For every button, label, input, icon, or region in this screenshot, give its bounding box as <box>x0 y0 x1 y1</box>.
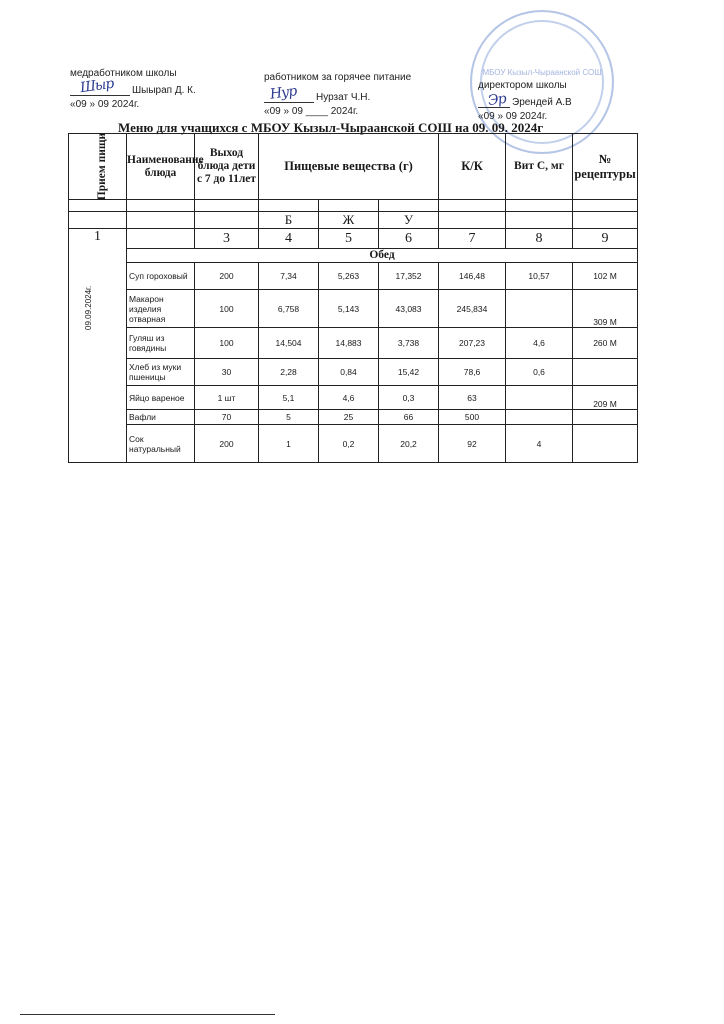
table-row <box>69 328 638 359</box>
table-row <box>69 290 638 328</box>
dish-recipe <box>573 425 638 463</box>
signature-line <box>70 95 130 96</box>
menu-table <box>68 133 638 463</box>
dish-fat: 25 <box>319 410 379 425</box>
dish-name: Яйцо вареное <box>127 386 195 410</box>
dish-protein: 2,28 <box>259 359 319 386</box>
dish-fat: 4,6 <box>319 386 379 410</box>
page-title: Меню для учащихся с МБОУ Кызыл-Чыраанской СОШ на 09. 09. 2024г <box>118 120 544 135</box>
col-num: 5 <box>319 229 379 249</box>
header-row <box>69 134 638 200</box>
dish-vitamin-c <box>506 410 573 425</box>
approval-medic-role: медработником школы <box>70 68 177 79</box>
dish-fat: 0,84 <box>319 359 379 386</box>
col-num: 9 <box>573 229 638 249</box>
header-zh: Ж <box>319 212 379 229</box>
header-kk: К/К <box>439 134 506 200</box>
dish-name: Хлеб из муки пшеницы <box>127 359 195 386</box>
col-num: 3 <box>195 229 259 249</box>
dish-vitamin-c: 10,57 <box>506 263 573 290</box>
approval-food-name: Нурзат Ч.Н. <box>316 92 371 103</box>
dish-name: Сок натуральный <box>127 425 195 463</box>
table-row <box>69 410 638 425</box>
dish-kcal: 207,23 <box>439 328 506 359</box>
page-bottom-line <box>20 1014 275 1015</box>
dish-protein: 14,504 <box>259 328 319 359</box>
dish-carbs: 0,3 <box>379 386 439 410</box>
dish-name: Вафли <box>127 410 195 425</box>
header-name: Наименование блюда <box>127 134 195 200</box>
dish-protein: 7,34 <box>259 263 319 290</box>
dish-recipe <box>573 359 638 386</box>
dish-name: Суп гороховый <box>127 263 195 290</box>
dish-kcal: 500 <box>439 410 506 425</box>
approval-director-name: Эрендей А.В <box>512 97 572 108</box>
food-signature: Нур <box>269 83 298 103</box>
dish-output: 30 <box>195 359 259 386</box>
header-u: У <box>379 212 439 229</box>
dish-carbs: 15,42 <box>379 359 439 386</box>
dish-fat: 0,2 <box>319 425 379 463</box>
dish-output: 100 <box>195 290 259 328</box>
col-num: 8 <box>506 229 573 249</box>
dish-vitamin-c: 4 <box>506 425 573 463</box>
approval-director-date: «09 » 09 2024г. <box>478 111 548 122</box>
dish-fat: 14,883 <box>319 328 379 359</box>
dish-protein: 6,758 <box>259 290 319 328</box>
dish-vitamin-c <box>506 386 573 410</box>
dish-vitamin-c: 4,6 <box>506 328 573 359</box>
dish-output: 1 шт <box>195 386 259 410</box>
priem-cell: 1 <box>69 229 127 463</box>
approval-medic-date: «09 » 09 2024г. <box>70 99 140 110</box>
dish-fat: 5,263 <box>319 263 379 290</box>
medic-signature: Шыр <box>79 75 115 97</box>
header-vit: Вит С, мг <box>506 134 573 200</box>
header-recipe: № рецептуры <box>573 134 638 200</box>
meal-date: 09.09.2024г. <box>84 285 93 330</box>
dish-output: 200 <box>195 425 259 463</box>
dish-output: 100 <box>195 328 259 359</box>
dish-fat: 5,143 <box>319 290 379 328</box>
header-nutrients: Пищевые вещества (г) <box>259 134 439 200</box>
dish-protein: 5,1 <box>259 386 319 410</box>
dish-carbs: 20,2 <box>379 425 439 463</box>
dish-recipe: 309 М <box>573 290 638 328</box>
dish-kcal: 92 <box>439 425 506 463</box>
dish-recipe: 209 М <box>573 386 638 410</box>
dish-name: Макарон изделия отварная <box>127 290 195 328</box>
col-num: 7 <box>439 229 506 249</box>
table-row <box>69 263 638 290</box>
dish-output: 200 <box>195 263 259 290</box>
dish-protein: 5 <box>259 410 319 425</box>
subheader-row <box>69 212 638 229</box>
approval-medic-name: Шыырап Д. К. <box>132 85 196 96</box>
table-row <box>69 386 638 410</box>
dish-vitamin-c <box>506 290 573 328</box>
table-row <box>69 359 638 386</box>
approval-food-date: «09 » 09 ____ 2024г. <box>264 106 359 117</box>
table-row <box>69 425 638 463</box>
dish-carbs: 17,352 <box>379 263 439 290</box>
dish-kcal: 146,48 <box>439 263 506 290</box>
col-num: 4 <box>259 229 319 249</box>
approval-director-role: директором школы <box>478 80 567 91</box>
dish-output: 70 <box>195 410 259 425</box>
spacer-row <box>69 200 638 212</box>
section-title: Обед <box>127 249 638 263</box>
column-number-row <box>69 229 638 249</box>
dish-kcal: 63 <box>439 386 506 410</box>
dish-carbs: 66 <box>379 410 439 425</box>
header-priem: Прием пищи <box>69 134 127 200</box>
dish-carbs: 43,083 <box>379 290 439 328</box>
dish-vitamin-c: 0,6 <box>506 359 573 386</box>
stamp-text: МБОУ Кызыл-Чыраанской СОШ <box>482 68 602 77</box>
header-b: Б <box>259 212 319 229</box>
dish-kcal: 78,6 <box>439 359 506 386</box>
section-row <box>69 249 638 263</box>
dish-kcal: 245,834 <box>439 290 506 328</box>
director-signature: Эр <box>486 90 507 110</box>
header-output: Выход блюда дети с 7 до 11лет <box>195 134 259 200</box>
approval-food-role: работником за горячее питание <box>264 72 412 83</box>
dish-recipe: 102 М <box>573 263 638 290</box>
dish-protein: 1 <box>259 425 319 463</box>
col-num: 6 <box>379 229 439 249</box>
dish-recipe <box>573 410 638 425</box>
dish-carbs: 3,738 <box>379 328 439 359</box>
dish-name: Гуляш из говядины <box>127 328 195 359</box>
dish-recipe: 260 М <box>573 328 638 359</box>
